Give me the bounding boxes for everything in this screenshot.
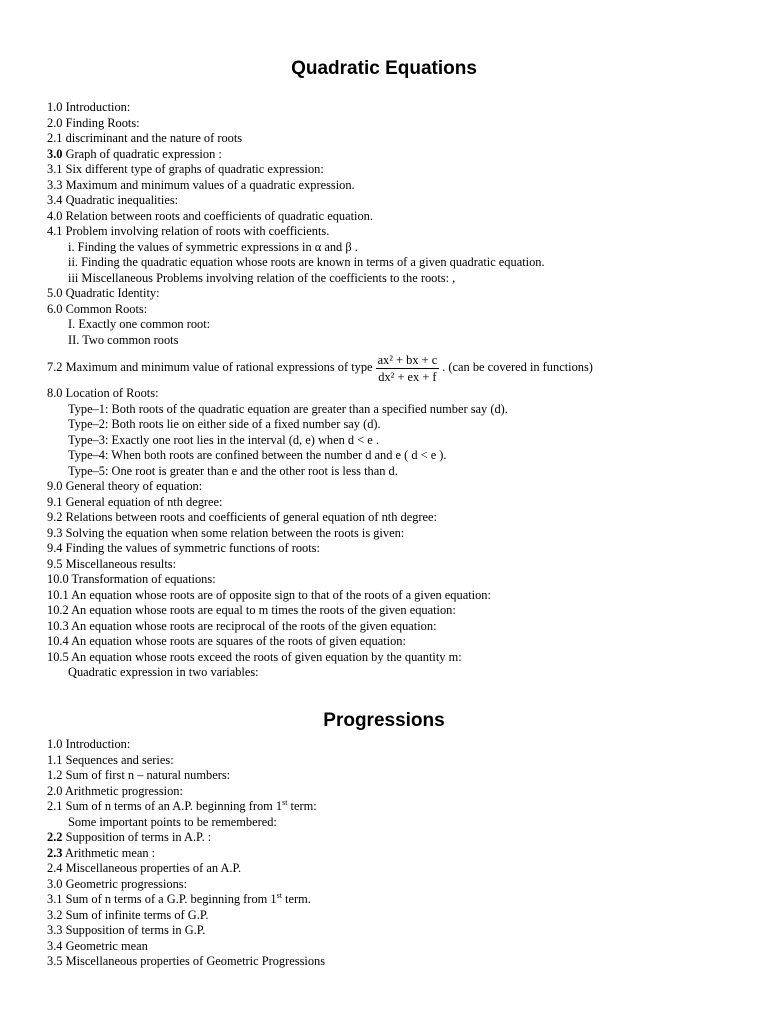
list-item: [47, 830, 747, 846]
list-item: [47, 588, 747, 604]
item-text: An equation whose roots are reciprocal of the roots of the given equation:: [68, 618, 437, 633]
item-text: Relation between roots and coefficients of quadratic equation.: [62, 208, 373, 223]
list-item: [47, 348, 747, 386]
item-text: General equation of nth degree:: [62, 494, 223, 509]
list-item: [47, 286, 747, 302]
list-item: [47, 402, 747, 418]
fraction-denominator: dx² + ex + f: [378, 369, 437, 384]
list-item: [47, 650, 747, 666]
item-number: 3.1: [47, 162, 63, 176]
item-text-after: . (can be covered in functions): [442, 360, 593, 374]
item-text: Geometric mean: [62, 938, 148, 953]
item-text: Common Roots:: [62, 301, 148, 316]
item-text: Maximum and minimum values of a quadratic expression.: [62, 177, 355, 192]
item-number: iii: [68, 270, 79, 285]
item-text: Introduction:: [62, 737, 131, 751]
item-number: 1.0: [47, 737, 63, 751]
list-item: [47, 448, 747, 464]
list-item: [47, 846, 747, 862]
list-item: [47, 162, 747, 178]
item-text: Finding the values of symmetric expressions in α and β .: [74, 239, 358, 254]
item-number: 3.0: [47, 876, 63, 891]
item-text: An equation whose roots are equal to m times the roots of the given equation:: [68, 603, 456, 617]
item-number: I.: [68, 317, 76, 331]
item-text: Location of Roots:: [62, 386, 159, 400]
list-item: [47, 495, 747, 511]
item-text: When both roots are confined between the number d and e ( d < e ).: [108, 448, 447, 462]
item-text: Introduction:: [62, 100, 131, 114]
item-text: Graph of quadratic expression :: [62, 146, 222, 161]
item-text: Quadratic inequalities:: [62, 193, 179, 207]
item-number: 10.1: [47, 587, 69, 602]
item-number: 2.1: [47, 799, 63, 813]
item-number: 3.4: [47, 938, 63, 953]
item-text: discriminant and the nature of roots: [62, 131, 243, 145]
list-item: [47, 193, 747, 209]
item-number: 10.0: [47, 572, 69, 586]
item-number: 9.1: [47, 494, 63, 509]
item-text: Supposition of terms in G.P.: [62, 923, 206, 937]
item-number: Type–1:: [68, 401, 109, 416]
item-number: 1.1: [47, 752, 63, 767]
item-number: 10.4: [47, 634, 69, 648]
list-item: [47, 939, 747, 955]
list-item: [47, 317, 747, 333]
item-text: Arithmetic mean :: [62, 845, 156, 860]
item-text: Finding the values of symmetric functions of roots:: [62, 541, 320, 555]
item-number: 3.2: [47, 907, 63, 922]
item-number: Type–5:: [68, 463, 109, 478]
item-text: An equation whose roots are squares of the roots of given equation:: [68, 634, 406, 648]
item-text: Sum of infinite terms of G.P.: [62, 907, 209, 922]
list-item: [47, 784, 747, 800]
list-item: [47, 541, 747, 557]
item-text: General theory of equation:: [62, 479, 203, 493]
list-item: [47, 100, 747, 116]
item-text-after: term.: [281, 892, 311, 906]
item-text: Miscellaneous properties of an A.P.: [62, 861, 242, 875]
item-number: 5.0: [47, 286, 63, 300]
list-item: [47, 665, 747, 681]
quadratic-contents-list: [47, 100, 747, 681]
list-item: [47, 768, 747, 784]
item-text: Some important points to be remembered:: [68, 814, 277, 829]
item-text-after: term:: [287, 799, 317, 813]
list-item: [47, 510, 747, 526]
item-number: 2.2: [47, 830, 63, 844]
list-item: [47, 923, 747, 939]
item-text: One root is greater than e and the other root is less than d.: [108, 463, 398, 478]
list-item: [47, 333, 747, 349]
item-text: Sum of first n – natural numbers:: [62, 768, 231, 782]
item-number: Type–3:: [68, 432, 109, 447]
item-number: 7.2: [47, 360, 63, 374]
list-item: [47, 271, 747, 287]
item-number: 8.0: [47, 386, 63, 400]
item-text: Sequences and series:: [62, 752, 174, 767]
list-item: [47, 178, 747, 194]
list-item: [47, 892, 747, 908]
item-text: Arithmetic progression:: [62, 783, 183, 798]
item-text: Exactly one common root:: [75, 317, 211, 331]
item-number: 3.1: [47, 892, 63, 906]
item-number: 10.5: [47, 649, 69, 664]
list-item: [47, 147, 747, 163]
item-number: 9.4: [47, 541, 63, 555]
item-number: 9.3: [47, 525, 63, 540]
quadratic-equations-title: Quadratic Equations: [291, 58, 477, 79]
item-text: Miscellaneous Problems involving relation of the coefficients to the roots: ,: [78, 270, 456, 285]
item-text: Finding Roots:: [62, 115, 140, 130]
item-text: Problem involving relation of roots with coefficients.: [62, 224, 330, 238]
item-text: Miscellaneous results:: [62, 556, 177, 571]
item-number: 2.0: [47, 783, 63, 798]
list-item: [47, 255, 747, 271]
item-text: Supposition of terms in A.P. :: [62, 830, 212, 844]
list-item: [47, 479, 747, 495]
item-number: 4.0: [47, 208, 63, 223]
item-number: II.: [68, 332, 80, 347]
item-number: 6.0: [47, 301, 63, 316]
list-item: [47, 302, 747, 318]
list-item: [47, 224, 747, 240]
list-item: [47, 572, 747, 588]
item-text: Miscellaneous properties of Geometric Progressions: [62, 954, 326, 968]
item-number: Type–2:: [68, 417, 109, 431]
item-text: Sum of n terms of an A.P. beginning from 1: [62, 799, 283, 813]
item-number: 1.0: [47, 100, 63, 114]
item-text: Both roots lie on either side of a fixed number say (d).: [108, 417, 381, 431]
item-number: 3.3: [47, 923, 63, 937]
list-item: [47, 433, 747, 449]
item-number: 4.1: [47, 224, 63, 238]
item-text: Two common roots: [79, 332, 179, 347]
ordinal-superscript: st: [282, 797, 288, 807]
item-number: 2.1: [47, 131, 63, 145]
item-number: 2.4: [47, 861, 63, 875]
item-text: Geometric progressions:: [62, 876, 188, 891]
list-item: [47, 209, 747, 225]
list-item: [47, 417, 747, 433]
item-number: 10.2: [47, 603, 69, 617]
item-text: Six different type of graphs of quadratic expression:: [62, 162, 324, 176]
list-item: [47, 861, 747, 877]
item-number: 2.0: [47, 115, 63, 130]
item-text: Solving the equation when some relation between the roots is given:: [62, 525, 405, 540]
list-item: [47, 737, 747, 753]
item-text: Quadratic Identity:: [62, 286, 160, 300]
fraction-numerator: ax² + bx + c: [377, 352, 438, 367]
item-number: 9.0: [47, 479, 63, 493]
list-item: [47, 619, 747, 635]
list-item: [47, 908, 747, 924]
item-number: Type–4:: [68, 448, 109, 462]
item-number: 3.0: [47, 146, 63, 161]
list-item: [47, 753, 747, 769]
list-item: [47, 131, 747, 147]
list-item: [47, 799, 747, 815]
list-item: [47, 557, 747, 573]
item-number: ii.: [68, 255, 78, 269]
item-text: Relations between roots and coefficients of general equation of nth degree:: [62, 510, 437, 524]
item-text: Both roots of the quadratic equation are greater than a specified number say (d).: [108, 401, 508, 416]
progressions-contents-list: [47, 737, 747, 970]
item-number: 9.2: [47, 510, 63, 524]
item-text: Sum of n terms of a G.P. beginning from 1: [62, 892, 277, 906]
item-number: 3.5: [47, 954, 63, 968]
list-item: [47, 116, 747, 132]
item-text: Transformation of equations:: [68, 572, 216, 586]
item-text: Exactly one root lies in the interval (d, e) when d < e .: [108, 432, 379, 447]
list-item: [47, 603, 747, 619]
list-item: [47, 634, 747, 650]
item-number: 10.3: [47, 618, 69, 633]
item-number: 9.5: [47, 556, 63, 571]
item-number: i.: [68, 239, 75, 254]
list-item: [47, 464, 747, 480]
list-item: [47, 815, 747, 831]
list-item: [47, 386, 747, 402]
item-text: An equation whose roots are of opposite sign to that of the roots of a given equation:: [68, 587, 491, 602]
list-item: [47, 954, 747, 970]
item-number: 3.4: [47, 193, 63, 207]
item-text: An equation whose roots exceed the roots of given equation by the quantity m:: [68, 649, 462, 664]
list-item: [47, 877, 747, 893]
rational-expression-fraction: [376, 353, 440, 384]
progressions-title: Progressions: [323, 710, 445, 731]
ordinal-superscript: st: [276, 890, 282, 900]
item-text: Maximum and minimum value of rational expressions of type: [62, 360, 373, 374]
item-number: 2.3: [47, 845, 63, 860]
item-number: 1.2: [47, 768, 63, 782]
item-text: Quadratic expression in two variables:: [68, 665, 259, 679]
list-item: [47, 526, 747, 542]
item-text: Finding the quadratic equation whose roots are known in terms of a given quadratic equation.: [77, 255, 545, 269]
item-number: 3.3: [47, 177, 63, 192]
list-item: [47, 240, 747, 256]
